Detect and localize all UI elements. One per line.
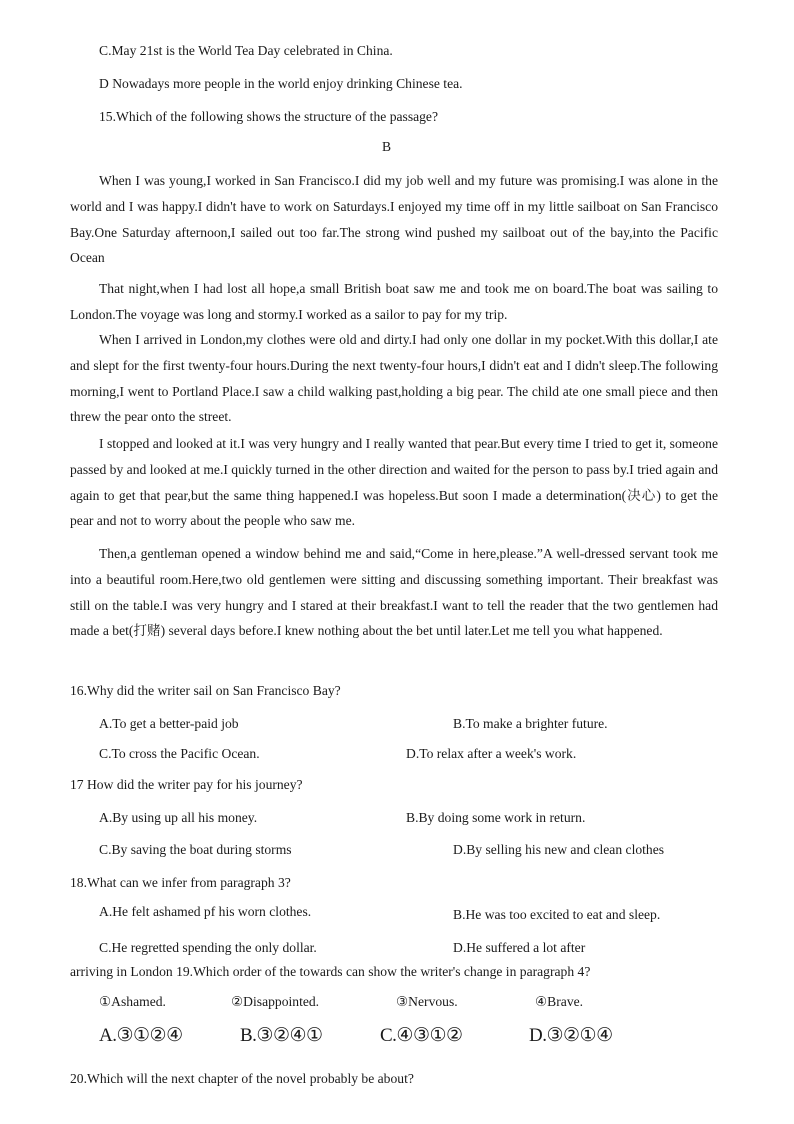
question-17-option-c: C.By saving the boat during storms	[99, 842, 292, 857]
passage-paragraph-1: When I was young,I worked in San Francisco.I did my job well and my future was promising.I was alone in the world and I was happy.I didn't have to work on Saturdays.I enjoyed my time off in my little sailboat on San Francisco Bay.One Saturday afternoon,I sailed out too far.The strong wind pushed my sailboat out of the bay,into the Pacific Ocean	[70, 173, 718, 266]
question-16-option-c: C.To cross the Pacific Ocean.	[99, 746, 260, 761]
question-18-option-b: B.He was too excited to eat and sleep.	[453, 907, 661, 922]
question-19-option-c: C.④③①②	[380, 1025, 463, 1046]
question-19-option-d: D.③②①④	[529, 1025, 613, 1046]
question-15: 15.Which of the following shows the structure of the passage?	[99, 109, 439, 124]
question-19-option-b: B.③②④①	[240, 1025, 323, 1046]
passage-paragraph-4: I stopped and looked at it.I was very hungry and I really wanted that pear.But every time I tried to get it, someone passed by and looked at me.I quickly turned in the other direction and waited for the person to pass by.I tried again and again to get that pear,but the same thing happened.I was hopeless.But soon I made a determination(决心) to get the pear and not to worry about the people who saw me.	[70, 436, 718, 529]
question-18-option-a: A.He felt ashamed pf his worn clothes.	[99, 904, 312, 919]
question-17-option-a: A.By using up all his money.	[99, 810, 258, 825]
question-16-option-a: A.To get a better-paid job	[99, 716, 239, 731]
section-label: B	[382, 139, 392, 154]
question-16-option-b: B.To make a brighter future.	[453, 716, 608, 731]
passage-paragraph-3: When I arrived in London,my clothes were old and dirty.I had only one dollar in my pocket.With this dollar,I ate and slept for the first twenty-four hours.During the next twenty-four hours,I didn't eat and I didn't sleep.The following morning,I went to Portland Place.I saw a child walking past,holding a big pear. The child ate one small piece and then threw the pear onto the street.	[70, 332, 718, 425]
question-18-option-c: C.He regretted spending the only dollar.	[99, 940, 317, 955]
option-d-q14: D Nowadays more people in the world enjoy drinking Chinese tea.	[99, 76, 463, 91]
question-17-option-d: D.By selling his new and clean clothes	[453, 842, 665, 857]
question-19-stem: arriving in London 19.Which order of the towards can show the writer's change in paragraph 4?	[70, 964, 591, 979]
question-19-feeling-1: ①Ashamed.	[99, 994, 166, 1009]
question-17-option-b: B.By doing some work in return.	[406, 810, 586, 825]
question-16-option-d: D.To relax after a week's work.	[406, 746, 577, 761]
passage-paragraph-5: Then,a gentleman opened a window behind me and said,“Come in here,please.”A well-dressed servant took me into a beautiful room.Here,two old gentlemen were sitting and discussing something important. Their breakfast was still on the table.I was very hungry and I stared at their breakfast.I want to tell the reader that the two gentlemen had made a bet(打赌) several days before.I knew nothing about the bet until later.Let me tell you what happened.	[70, 546, 718, 639]
option-c-q14: C.May 21st is the World Tea Day celebrated in China.	[99, 43, 393, 58]
question-16-stem: 16.Why did the writer sail on San Francisco Bay?	[70, 683, 341, 698]
passage-paragraph-2: That night,when I had lost all hope,a small British boat saw me and took me on board.The boat was sailing to London.The voyage was long and stormy.I worked as a sailor to pay for my trip.	[70, 281, 718, 322]
question-20-stem: 20.Which will the next chapter of the novel probably be about?	[70, 1071, 414, 1086]
question-19-feeling-3: ③Nervous.	[396, 994, 458, 1009]
question-17-stem: 17 How did the writer pay for his journey?	[70, 777, 303, 792]
question-19-option-a: A.③①②④	[99, 1025, 183, 1046]
question-19-feeling-2: ②Disappointed.	[231, 994, 320, 1009]
question-18-option-d: D.He suffered a lot after	[453, 940, 586, 955]
question-18-stem: 18.What can we infer from paragraph 3?	[70, 875, 291, 890]
question-19-feeling-4: ④Brave.	[535, 994, 584, 1009]
